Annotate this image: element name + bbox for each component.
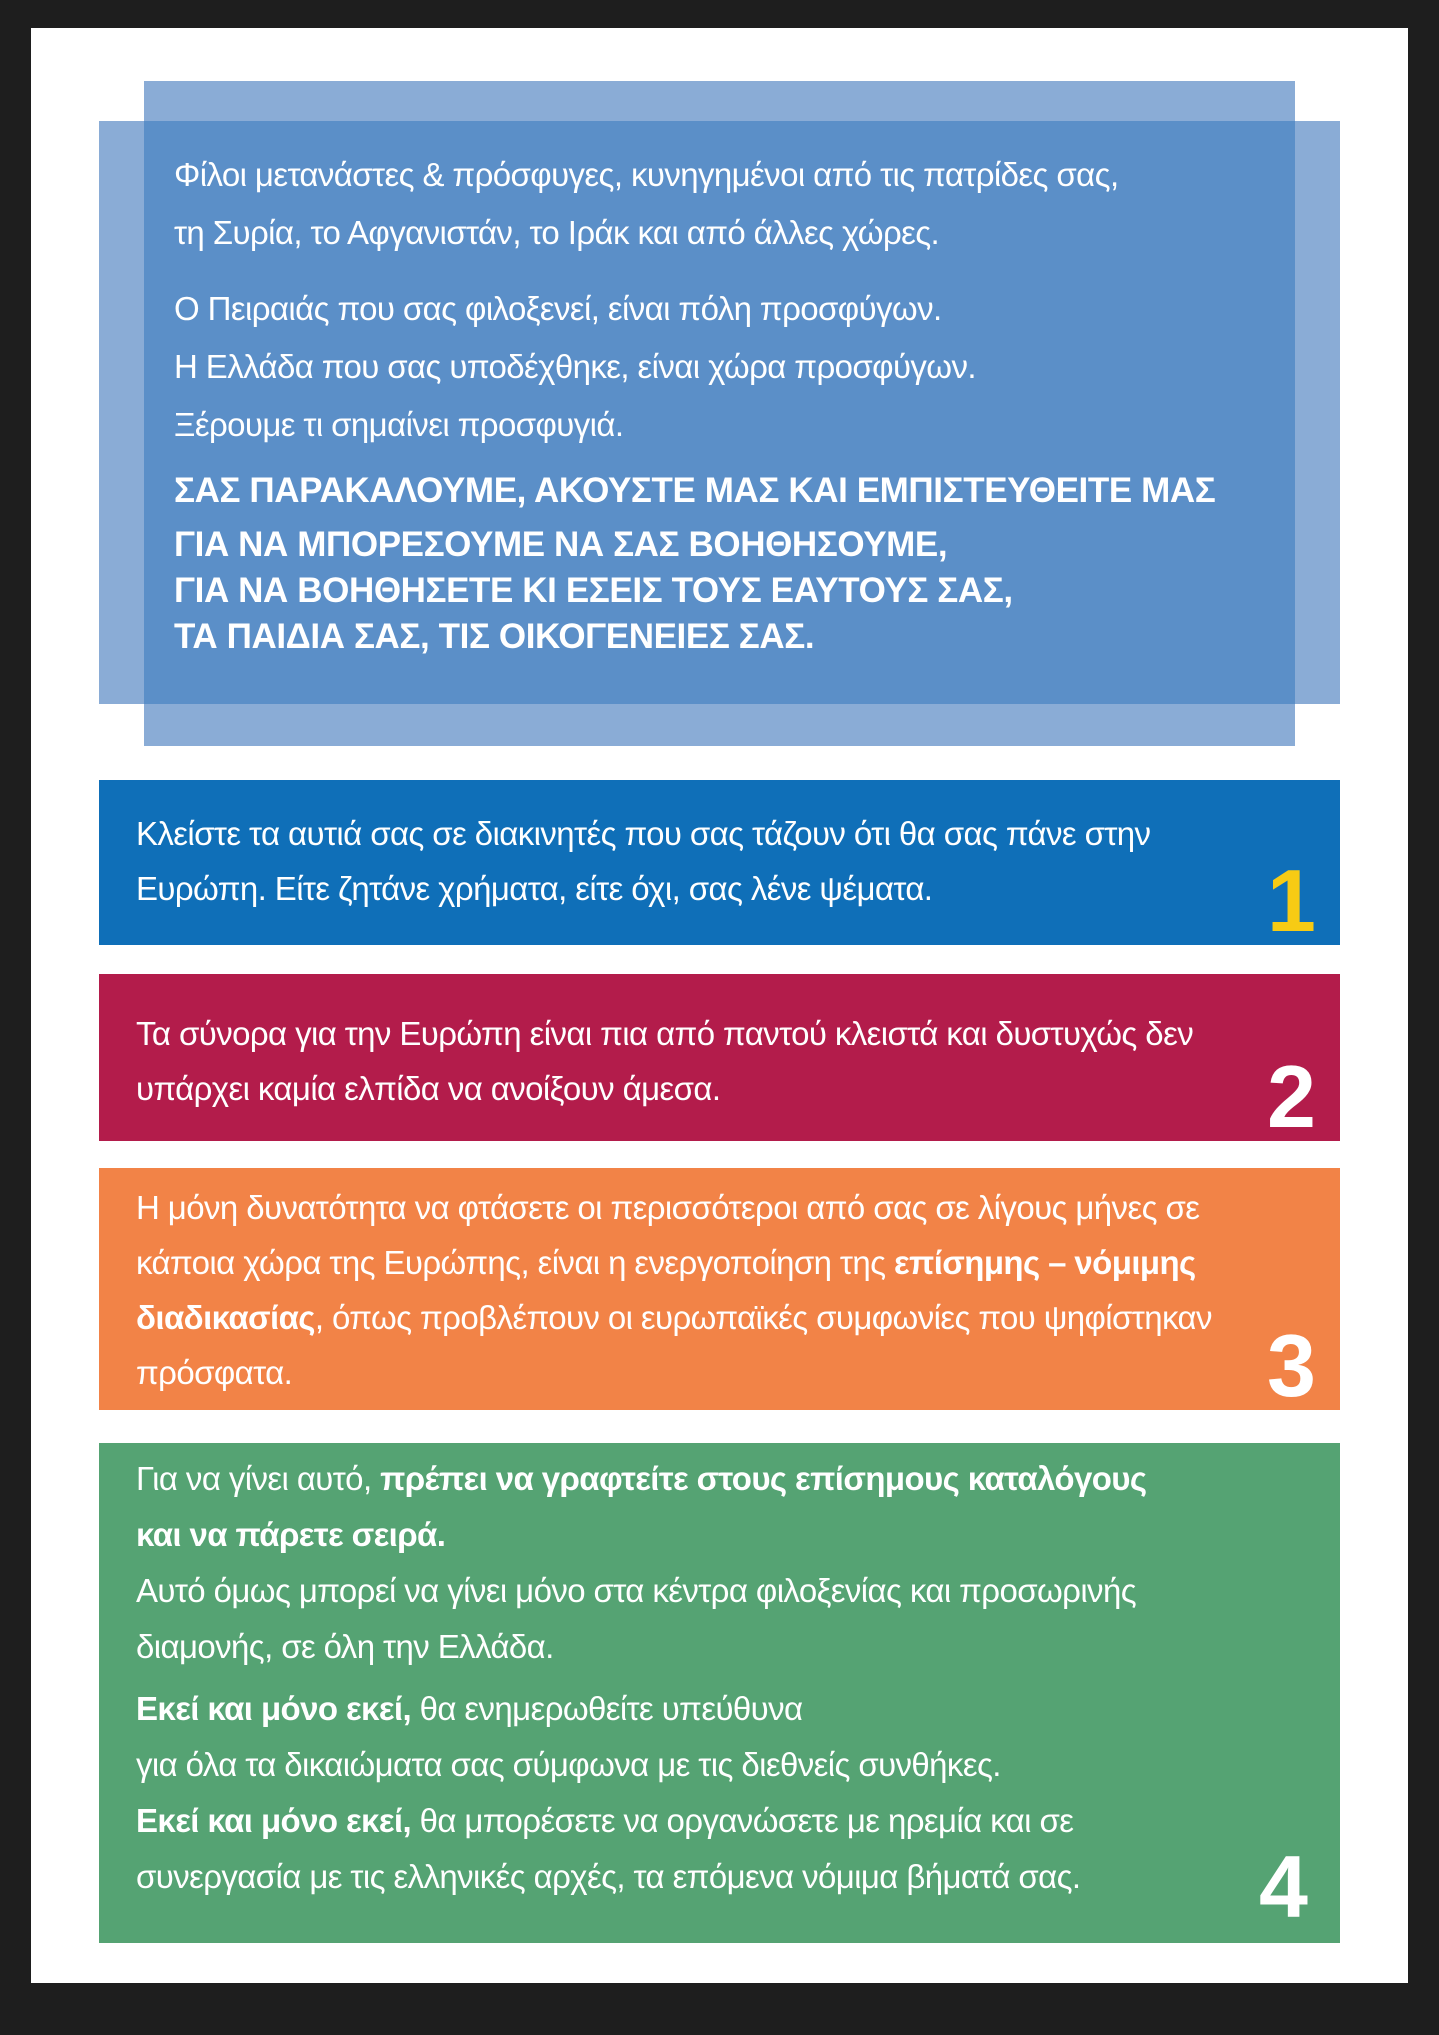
panel-3-line <box>136 1235 1212 1290</box>
panel-4-line: για όλα τα δικαιώματα σας σύμφωνα με τις διεθνείς συνθήκες. <box>136 1746 1001 1783</box>
panel-2-text <box>136 1006 1193 1116</box>
panel-4-plain: Για να γίνει αυτό, <box>136 1460 381 1497</box>
panel-4-bold: Εκεί και μόνο εκεί, <box>136 1690 412 1727</box>
panel-3-bold: επίσημης – νόμιμης <box>894 1244 1196 1281</box>
panel-4-bold: Εκεί και μόνο εκεί, <box>136 1802 412 1839</box>
panel-4-line: συνεργασία με τις ελληνικές αρχές, τα επόμενα νόμιμα βήματά σας. <box>136 1858 1081 1895</box>
panel-3-line: πρόσφατα. <box>136 1354 293 1391</box>
panel-1-text <box>136 806 1150 916</box>
panel-3-line <box>136 1290 1212 1345</box>
panel-3-plain: , όπως προβλέπουν οι ευρωπαϊκές συμφωνίες που ψηφίστηκαν <box>314 1299 1212 1336</box>
statement-line: Ο Πειραιάς που σας φιλοξενεί, είναι πόλη προσφύγων. <box>174 290 942 327</box>
panel-3-text <box>136 1180 1212 1400</box>
panel-1 <box>99 780 1340 950</box>
statement-line: Η Ελλάδα που σας υποδέχθηκε, είναι χώρα προσφύγων. <box>174 348 976 385</box>
panel-2 <box>99 974 1340 1146</box>
panel-1-number: 1 <box>1267 851 1316 950</box>
panel-3 <box>99 1168 1340 1415</box>
appeal-heading: ΣΑΣ ΠΑΡΑΚΑΛΟΥΜΕ, ΑΚΟΥΣΤΕ ΜΑΣ ΚΑΙ ΕΜΠΙΣΤΕΥΘΕΙΤΕ ΜΑΣ <box>174 471 1216 510</box>
panel-4-plain: θα μπορέσετε να οργανώσετε με ηρεμία και σε <box>411 1802 1074 1839</box>
intro-line: τη Συρία, το Αφγανιστάν, το Ιράκ και από άλλες χώρες. <box>174 214 940 251</box>
poster <box>31 28 1408 1983</box>
panel-3-line: Η μόνη δυνατότητα να φτάσετε οι περισσότεροι από σας σε λίγους μήνες σε <box>136 1189 1200 1226</box>
panel-3-plain: κάποια χώρα της Ευρώπης, είναι η ενεργοποίηση της <box>136 1244 894 1281</box>
panel-4-line: Αυτό όμως μπορεί να γίνει μόνο στα κέντρα φιλοξενίας και προσωρινής <box>136 1572 1137 1609</box>
panel-4-line: διαμονής, σε όλη την Ελλάδα. <box>136 1628 554 1665</box>
panel-4-line <box>136 1507 1146 1563</box>
statement-line: Ξέρουμε τι σημαίνει προσφυγιά. <box>174 406 624 443</box>
panel-3-number: 3 <box>1267 1316 1316 1415</box>
header-text <box>174 146 1294 660</box>
panel-4-text <box>136 1451 1146 1905</box>
panel-2-number: 2 <box>1267 1047 1316 1146</box>
appeal-line: ΓΙΑ ΝΑ ΜΠΟΡΕΣΟΥΜΕ ΝΑ ΣΑΣ ΒΟΗΘΗΣΟΥΜΕ, <box>174 525 948 564</box>
panel-4-bold: και να πάρετε σειρά. <box>136 1516 446 1553</box>
panel-3-bold: διαδικασίας <box>136 1299 315 1336</box>
panel-2-line: υπάρχει καμία ελπίδα να ανοίξουν άμεσα. <box>136 1070 721 1107</box>
panel-4-line <box>136 1681 1146 1737</box>
appeal-line: ΤΑ ΠΑΙΔΙΑ ΣΑΣ, ΤΙΣ ΟΙΚΟΓΕΝΕΙΕΣ ΣΑΣ. <box>174 617 815 656</box>
panel-2-line: Τα σύνορα για την Ευρώπη είναι πια από παντού κλειστά και δυστυχώς δεν <box>136 1015 1194 1052</box>
panel-4-line <box>136 1451 1146 1507</box>
panel-1-line: Ευρώπη. Είτε ζητάνε χρήματα, είτε όχι, σας λένε ψέματα. <box>136 870 933 907</box>
panel-4-plain: θα ενημερωθείτε υπεύθυνα <box>411 1690 803 1727</box>
panel-4-bold: πρέπει να γραφτείτε στους επίσημους καταλόγους <box>380 1460 1147 1497</box>
appeal-line: ΓΙΑ ΝΑ ΒΟΗΘΗΣΕΤΕ ΚΙ ΕΣΕΙΣ ΤΟΥΣ ΕΑΥΤΟΥΣ ΣΑΣ, <box>174 571 1013 610</box>
panel-4-line <box>136 1793 1146 1849</box>
panel-4-number: 4 <box>1259 1837 1308 1936</box>
panel-4 <box>99 1443 1340 1943</box>
panel-1-line: Κλείστε τα αυτιά σας σε διακινητές που σας τάζουν ότι θα σας πάνε στην <box>136 815 1151 852</box>
intro-line: Φίλοι μετανάστες & πρόσφυγες, κυνηγημένοι από τις πατρίδες σας, <box>174 156 1119 193</box>
